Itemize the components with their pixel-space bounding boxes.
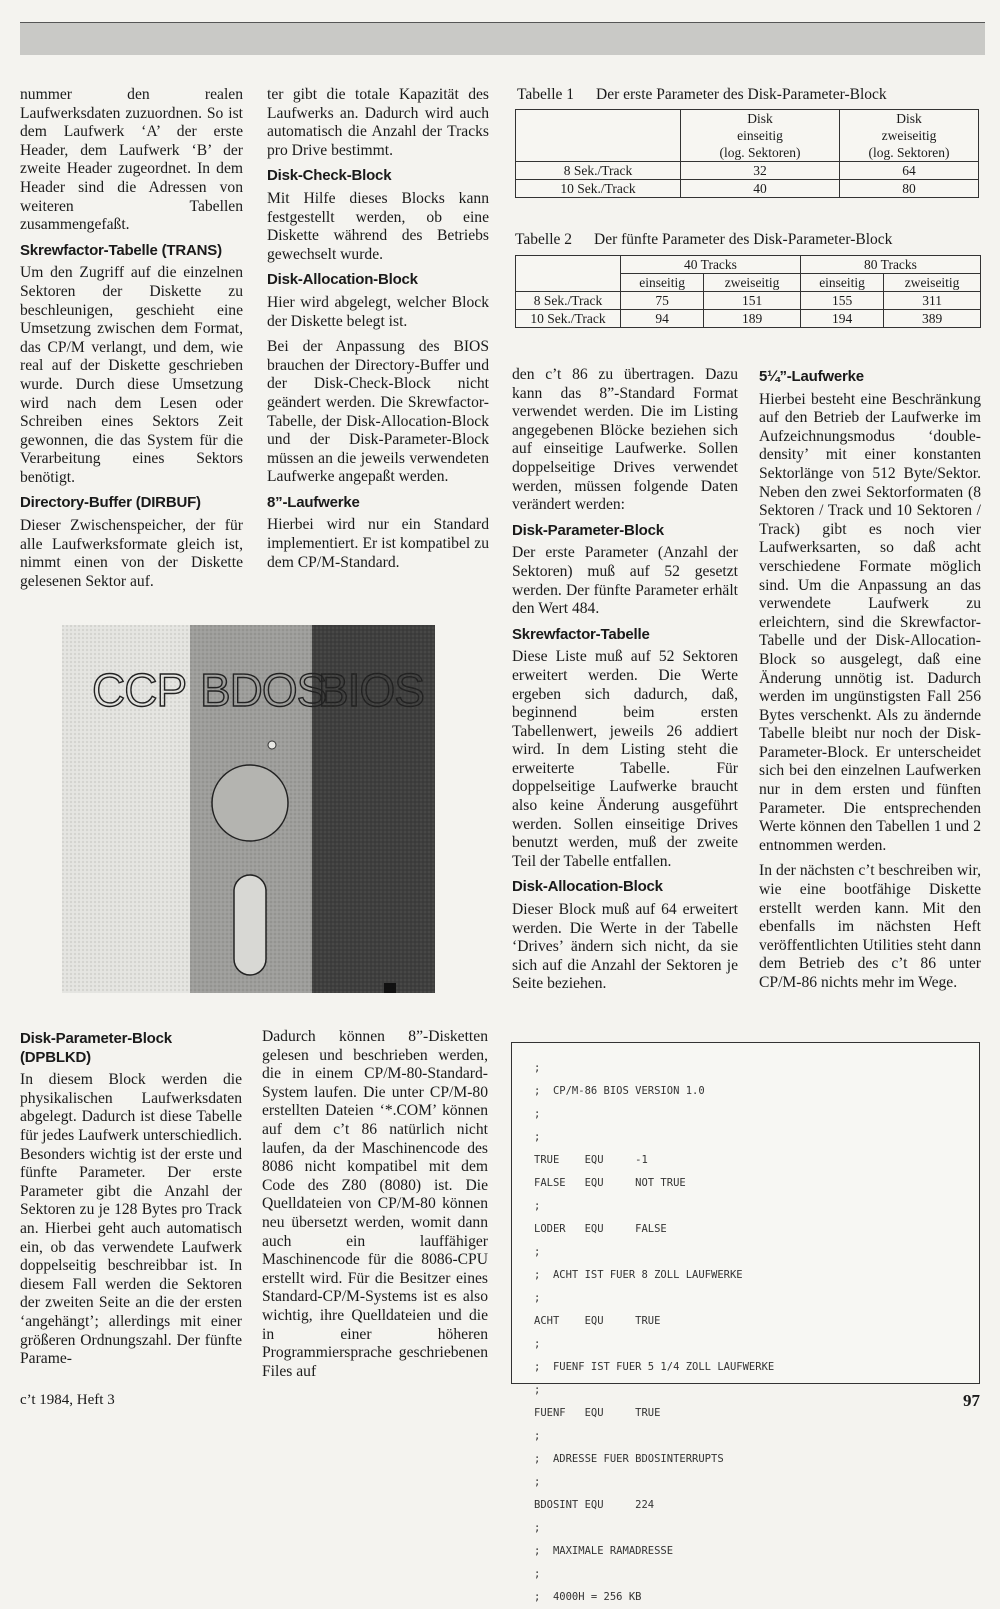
body-paragraph: Hier wird abgelegt, welcher Block der Diskette belegt ist. bbox=[267, 293, 489, 330]
table-cell: 80 bbox=[840, 180, 979, 198]
body-paragraph: Dadurch können 8”-Disketten gelesen und beschrieben werden, die in einem CP/M-80-Standard-System laufen. Die unter CP/M-80 erstellten Dateien ‘*.COM’ können auf dem c’t 86 natürlich nicht laufen, da der Maschinencode des 8086 nicht kompatibel mit dem Code des Z80 (8080) ist. Die Quelldateien von CP/M-80 können neu übersetzt werden, womit dann auch ein lauffähiger Maschinencode für die 8086-CPU erstellt wird. Für die Besitzer eines Standard-CP/M-Systems ist es also wichtig, ihre Quelldateien und die in einer höheren Programmiersprache geschriebenen Files auf bbox=[262, 1028, 488, 1380]
code-line: ; MAXIMALE RAMADRESSE bbox=[534, 1545, 674, 1557]
table2 bbox=[515, 255, 981, 328]
table-cell: 311 bbox=[884, 292, 981, 310]
table-row bbox=[516, 180, 979, 198]
table-cell: 151 bbox=[704, 292, 801, 310]
body-paragraph: In der nächsten c’t beschreiben wir, wie eine bootfähige Diskette erstellt werden kann. Mit den ebenfalls im nächsten Heft veröffentlichten Utilities steht dann dem Betrieb des c’t 86 unter CP/M-86 nichts mehr im Wege. bbox=[759, 862, 981, 991]
table-cell: 389 bbox=[884, 310, 981, 328]
code-lines bbox=[534, 1057, 774, 1609]
table-cell: 64 bbox=[840, 162, 979, 180]
code-line: ; bbox=[534, 1522, 541, 1534]
code-line: ; bbox=[534, 1200, 541, 1212]
article-column-1 bbox=[20, 86, 243, 598]
body-paragraph: den c’t 86 zu übertragen. Dazu kann das 8”-Standard Format verwendet werden. Die im Listing angegebenen Blöcke beziehen sich auf einseitige Laufwerke. Sollen doppelseitige Drives verwendet werden, müssen folgende Daten verändert werden: bbox=[512, 366, 738, 514]
body-paragraph: In diesem Block werden die physikalischen Laufwerksdaten abgelegt. Dadurch ist diese Tabelle für jedes Laufwerk unterschiedlich. Besonders wichtig ist der erste und fünfte Parameter. Der erste Parameter gibt die Anzahl der Sektoren zu je 128 Bytes pro Track an. Hierbei geht auch automatisch ein, ob das verwendete Laufwerk doppelseitig beschreibbar ist. In diesem Fall werden die Sektoren der zweiten Seite an die der ersten ‘angehängt’; allerdings mit einer größeren Ordnungszahl. Der fünfte Parame- bbox=[20, 1071, 242, 1368]
code-line: ; FUENF IST FUER 5 1/4 ZOLL LAUFWERKE bbox=[534, 1361, 775, 1373]
header-line: Disk bbox=[896, 111, 922, 126]
code-line: ; bbox=[534, 1292, 541, 1304]
table-row bbox=[516, 110, 979, 162]
code-line: ; ACHT IST FUER 8 ZOLL LAUFWERKE bbox=[534, 1269, 743, 1281]
header-bar bbox=[20, 22, 985, 55]
article-column-3 bbox=[512, 366, 738, 1001]
row-label: 10 Sek./Track bbox=[516, 310, 621, 328]
code-line: TRUE EQU -1 bbox=[534, 1154, 648, 1166]
table-header-cell bbox=[681, 110, 840, 162]
body-paragraph: nummer den realen Laufwerksdaten zuzuordnen. So ist dem Laufwerk ‘A’ der erste Header, dem Laufwerk ‘B’ der zweite Header zugeordnet. In dem Header sind die Adressen von weiteren Tabellen zusammengefaßt. bbox=[20, 86, 243, 234]
subheader-cell: zweiseitig bbox=[884, 274, 981, 292]
code-line: ; bbox=[534, 1062, 541, 1074]
code-line: ; bbox=[534, 1384, 541, 1396]
table-cell: 194 bbox=[800, 310, 883, 328]
body-paragraph: Hierbei wird nur ein Standard implementiert. Er ist kompatibel zu dem CP/M-Standard. bbox=[267, 516, 489, 571]
body-paragraph: Dieser Zwischenspeicher, der für alle Laufwerksformate gleich ist, nimmt einen von der Diskette gelesenen Sektor auf. bbox=[20, 517, 243, 590]
table-row bbox=[516, 310, 981, 328]
body-paragraph: Dieser Block muß auf 64 erweitert werden. Die Werte in der Tabelle ‘Drives’ ändern sich nicht, da sie sich auf die Anzahl der Sektoren je Seite beziehen. bbox=[512, 901, 738, 993]
body-paragraph: Bei der Anpassung des BIOS brauchen der Directory-Buffer und der Disk-Check-Block nicht geändert werden. Die Skrewfactor-Tabelle, der Disk-Allocation-Block und der Disk-Parameter-Block müssen an die jeweils verwendeten Laufwerke angepaßt werden. bbox=[267, 338, 489, 486]
code-line: ; bbox=[534, 1108, 541, 1120]
body-paragraph: Der erste Parameter (Anzahl der Sektoren) muß auf 52 gesetzt werden. Der fünfte Parameter erhält den Wert 484. bbox=[512, 544, 738, 618]
page-number: 97 bbox=[963, 1391, 980, 1410]
section-heading: Disk-Allocation-Block bbox=[267, 271, 418, 289]
code-line: ; bbox=[534, 1568, 541, 1580]
subheader-cell: einseitig bbox=[800, 274, 883, 292]
issue-footer: c’t 1984, Heft 3 bbox=[20, 1392, 115, 1408]
code-line: ; 4000H = 256 KB bbox=[534, 1591, 642, 1603]
section-heading: Disk-Check-Block bbox=[267, 167, 392, 185]
table-header-cell bbox=[840, 110, 979, 162]
bdos-label: BDOS bbox=[200, 664, 327, 716]
table-cell bbox=[516, 256, 621, 292]
subheader-cell: zweiseitig bbox=[704, 274, 801, 292]
section-heading: Disk-Allocation-Block bbox=[512, 878, 663, 896]
cpm-floppy-illustration bbox=[62, 625, 435, 993]
body-paragraph: Diese Liste muß auf 52 Sektoren erweitert werden. Die Werte ergeben sich dadurch, daß, beginnend beim ersten Tabellenwert, jeweils 26 addiert wird. In dem Listing steht die erweiterte Tabelle. Für doppelseitige Laufwerke braucht also keine Änderung ausgeführt werden. Sollen einseitige Drives benutzt werden, muß der zweite Teil der Tabelle entfallen. bbox=[512, 648, 738, 870]
code-line: ; bbox=[534, 1338, 541, 1350]
code-line: BDOSINT EQU 224 bbox=[534, 1499, 655, 1511]
table1-title: Der erste Parameter des Disk-Parameter-Block bbox=[596, 86, 887, 103]
table2-title: Der fünfte Parameter des Disk-Parameter-Block bbox=[594, 231, 893, 248]
body-paragraph: Mit Hilfe dieses Blocks kann festgestellt werden, ob eine Diskette während des Betriebs gewechselt wurde. bbox=[267, 189, 489, 263]
row-label: 8 Sek./Track bbox=[516, 292, 621, 310]
table1-number: Tabelle 1 bbox=[517, 86, 575, 103]
table-row bbox=[516, 162, 979, 180]
bios-label: BIOS bbox=[318, 664, 424, 716]
section-heading: Disk-Parameter-Block (DPBLKD) bbox=[20, 1030, 172, 1066]
section-heading: Disk-Parameter-Block bbox=[512, 521, 664, 539]
code-line: ; ADRESSE FUER BDOSINTERRUPTS bbox=[534, 1453, 724, 1465]
code-line: FUENF EQU TRUE bbox=[534, 1407, 661, 1419]
article-column-4 bbox=[759, 366, 981, 1000]
code-line: LODER EQU FALSE bbox=[534, 1223, 667, 1235]
body-paragraph: Um den Zugriff auf die einzelnen Sektoren der Diskette zu beschleunigen, geschieht eine Umsetzung zwischen dem Format, das CP/M verlangt, und dem, wie real auf der Diskette geschrieben wurde. Durch diese Umsetzung wird nach dem Lesen oder Schreiben eines Sektors Zeit gewonnen, die das System für die Verarbeitung eines Sektors benötigt. bbox=[20, 264, 243, 486]
section-heading: Skrewfactor-Tabelle (TRANS) bbox=[20, 241, 222, 259]
table2-number: Tabelle 2 bbox=[515, 231, 573, 248]
table-cell: 40 bbox=[681, 180, 840, 198]
table-cell bbox=[516, 110, 681, 162]
code-line: ; bbox=[534, 1430, 541, 1442]
table-row bbox=[516, 292, 981, 310]
group-header: 80 Tracks bbox=[800, 256, 980, 274]
article-column-6 bbox=[262, 1028, 488, 1388]
code-line: ; CP/M-86 BIOS VERSION 1.0 bbox=[534, 1085, 705, 1097]
section-heading: Directory-Buffer (DIRBUF) bbox=[20, 494, 201, 512]
table-cell: 155 bbox=[800, 292, 883, 310]
subheader-cell: einseitig bbox=[621, 274, 704, 292]
header-line: Disk bbox=[747, 111, 773, 126]
article-column-2 bbox=[267, 86, 489, 579]
section-heading: Skrewfactor-Tabelle bbox=[512, 625, 650, 643]
table-row bbox=[516, 256, 981, 274]
code-line: ; bbox=[534, 1131, 541, 1143]
header-line: zweiseitig bbox=[881, 128, 937, 143]
table1-caption bbox=[517, 86, 887, 104]
header-line: (log. Sektoren) bbox=[719, 145, 801, 160]
group-header: 40 Tracks bbox=[621, 256, 801, 274]
row-label: 10 Sek./Track bbox=[516, 180, 681, 198]
code-line: ACHT EQU TRUE bbox=[534, 1315, 661, 1327]
header-line: einseitig bbox=[737, 128, 783, 143]
section-heading: 8”-Laufwerke bbox=[267, 493, 360, 511]
table2-caption bbox=[515, 231, 892, 249]
header-line: (log. Sektoren) bbox=[868, 145, 950, 160]
body-paragraph: Hierbei besteht eine Beschränkung auf den Betrieb der Laufwerke im Aufzeichnungsmodus ‘double-density’ mit einer konstanten Sektorlänge von 512 Byte/Sektor. Neben den zwei Sektorformaten (8 Sektoren / Track und 10 Sektoren / Track) gibt es noch vier Laufwerksarten, so daß acht verschiedene Formate möglich sind. Um die Anpassung an das verwendete Laufwerk zu erleichtern, sind die Skrewfactor-Tabelle und der Disk-Allocation-Block so ausgelegt, daß eine Änderung unnötig ist. Dadurch werden im ungünstigsten Fall 256 Bytes verschenkt. Als zu ändernde Tabelle bleibt nur noch der Disk-Parameter-Block. Er unterscheidet sich bei den einzelnen Laufwerken nur in dem ersten und fünften Parameter. Die entsprechenden Werte können den Tabellen 1 und 2 entnommen werden. bbox=[759, 390, 981, 854]
table-cell: 189 bbox=[704, 310, 801, 328]
article-column-5 bbox=[20, 1028, 242, 1376]
code-line: FALSE EQU NOT TRUE bbox=[534, 1177, 686, 1189]
table-cell: 94 bbox=[621, 310, 704, 328]
table1 bbox=[515, 109, 979, 198]
table-cell: 32 bbox=[681, 162, 840, 180]
code-line: ; bbox=[534, 1246, 541, 1258]
code-line: ; bbox=[534, 1476, 541, 1488]
body-paragraph: ter gibt die totale Kapazität des Laufwerks an. Dadurch wird auch automatisch die Anzahl der Tracks pro Drive bestimmt. bbox=[267, 86, 489, 159]
row-label: 8 Sek./Track bbox=[516, 162, 681, 180]
ccp-label: CCP bbox=[92, 664, 187, 716]
section-heading: 5¼”-Laufwerke bbox=[759, 368, 864, 385]
table-cell: 75 bbox=[621, 292, 704, 310]
